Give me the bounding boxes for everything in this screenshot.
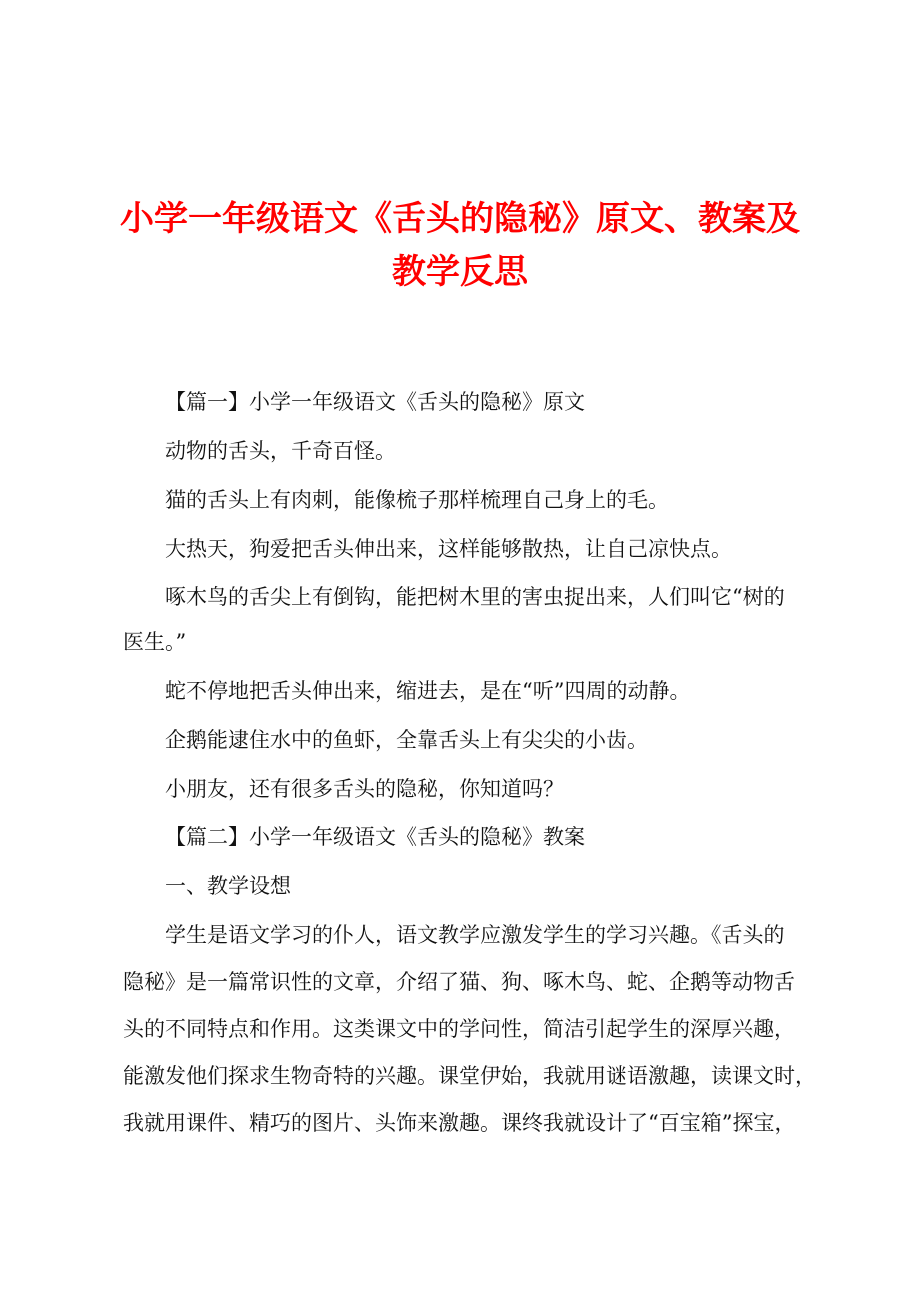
paragraph-line: 动物的舌头，千奇百怪。 (165, 439, 396, 463)
paragraph-line: 能激发他们探求生物奇特的兴趣。课堂伊始，我就用谜语激趣，读课文时， (123, 1064, 816, 1088)
paragraph-line: 企鹅能逮住水中的鱼虾，全靠舌头上有尖尖的小齿。 (165, 728, 648, 752)
paragraph-line: 医生。” (123, 630, 187, 654)
paragraph-line: 啄木鸟的舌尖上有倒钩，能把树木里的害虫捉出来，人们叫它“树的 (165, 585, 785, 609)
paragraph-line: 猫的舌头上有肉刺，能像梳子那样梳理自己身上的毛。 (165, 488, 669, 512)
paragraph-line: 隐秘》是一篇常识性的文章，介绍了猫、狗、啄木鸟、蛇、企鹅等动物舌 (123, 970, 795, 994)
document-title-line-2: 教学反思 (392, 252, 528, 292)
paragraph-line: 大热天，狗爱把舌头伸出来，这样能够散热，让自己凉快点。 (165, 537, 732, 561)
paragraph-line: 蛇不停地把舌头伸出来，缩进去，是在“听”四周的动静。 (165, 679, 691, 703)
document-title-line-1: 小学一年级语文《舌头的隐秘》原文、教案及 (120, 199, 800, 239)
paragraph-line: 我就用课件、精巧的图片、头饰来激趣。课终我就设计了“百宝箱”探宝， (123, 1111, 796, 1135)
paragraph-line: 头的不同特点和作用。这类课文中的学问性，简洁引起学生的深厚兴趣， (123, 1017, 795, 1041)
paragraph-line: 小朋友，还有很多舌头的隐秘，你知道吗？ (165, 777, 564, 801)
section-heading-part-one: 【篇一】小学一年级语文《舌头的隐秘》原文 (165, 390, 585, 414)
section-heading-part-two: 【篇二】小学一年级语文《舌头的隐秘》教案 (165, 825, 585, 849)
subsection-heading: 一、教学设想 (165, 874, 291, 898)
paragraph-line: 学生是语文学习的仆人，语文教学应激发学生的学习兴趣。《舌头的 (165, 923, 785, 947)
